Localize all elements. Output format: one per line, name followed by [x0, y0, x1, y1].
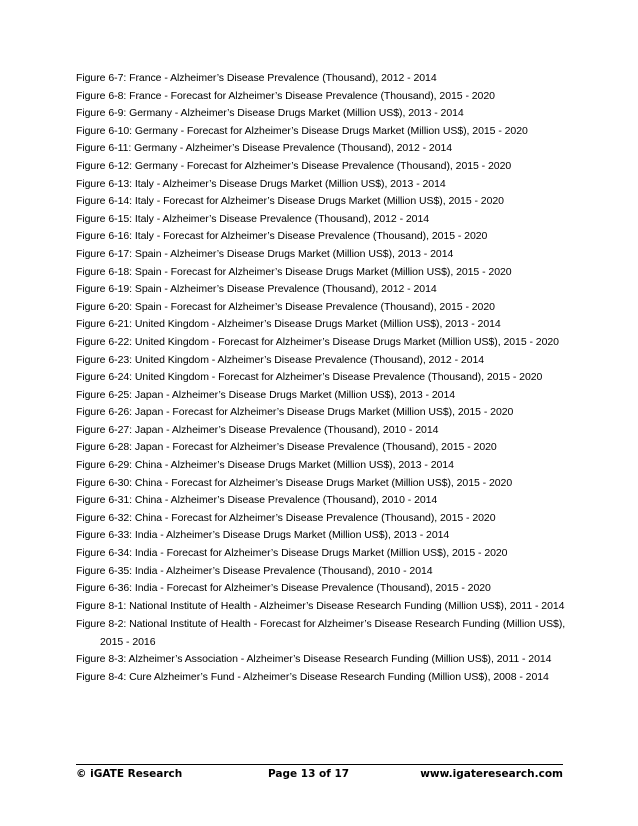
footer-website: www.igateresearch.com [420, 768, 563, 780]
list-item: Figure 6-25: Japan - Alzheimer’s Disease Drugs Market (Million US$), 2013 - 2014 [76, 388, 456, 401]
list-item: Figure 6-10: Germany - Forecast for Alzheimer’s Disease Drugs Market (Million US$), 2015 - 2020 [76, 124, 528, 137]
list-item: Figure 6-13: Italy - Alzheimer’s Disease Drugs Market (Million US$), 2013 - 2014 [76, 177, 446, 190]
footer-copyright: © iGATE Research [76, 768, 183, 780]
list-item: Figure 6-15: Italy - Alzheimer’s Disease Prevalence (Thousand), 2012 - 2014 [76, 212, 430, 225]
list-item: Figure 6-9: Germany - Alzheimer’s Disease Drugs Market (Million US$), 2013 - 2014 [76, 107, 464, 120]
list-item: Figure 6-35: India - Alzheimer’s Disease Prevalence (Thousand), 2010 - 2014 [76, 564, 433, 577]
page-footer [76, 768, 563, 784]
list-item: Figure 6-24: United Kingdom - Forecast for Alzheimer’s Disease Prevalence (Thousand), 2015 - 2020 [76, 371, 543, 384]
list-item: Figure 6-29: China - Alzheimer’s Disease Drugs Market (Million US$), 2013 - 2014 [76, 459, 454, 472]
list-item: Figure 6-26: Japan - Forecast for Alzheimer’s Disease Drugs Market (Million US$), 2015 - 2020 [76, 406, 514, 419]
list-item: Figure 6-23: United Kingdom - Alzheimer’s Disease Prevalence (Thousand), 2012 - 2014 [76, 353, 485, 366]
footer-divider [76, 764, 563, 765]
list-item: Figure 6-18: Spain - Forecast for Alzheimer’s Disease Drugs Market (Million US$), 2015 - 2020 [76, 265, 512, 278]
list-item: Figure 6-12: Germany - Forecast for Alzheimer’s Disease Prevalence (Thousand), 2015 - 2020 [76, 159, 512, 172]
footer-page-number: Page 13 of 17 [268, 768, 350, 780]
list-item: Figure 8-3: Alzheimer’s Association - Alzheimer’s Disease Research Funding (Million US$), 2011 - 2014 [76, 653, 552, 666]
list-item: Figure 6-14: Italy - Forecast for Alzheimer’s Disease Drugs Market (Million US$), 2015 - 2020 [76, 195, 504, 208]
list-item: Figure 6-27: Japan - Alzheimer’s Disease Prevalence (Thousand), 2010 - 2014 [76, 423, 439, 436]
list-item: Figure 6-36: India - Forecast for Alzheimer’s Disease Prevalence (Thousand), 2015 - 2020 [76, 582, 491, 595]
list-item: Figure 8-4: Cure Alzheimer’s Fund - Alzheimer’s Disease Research Funding (Million US$), 2008 - 2014 [76, 671, 549, 683]
list-item: Figure 6-31: China - Alzheimer’s Disease Prevalence (Thousand), 2010 - 2014 [76, 494, 438, 507]
list-item: Figure 6-33: India - Alzheimer’s Disease Drugs Market (Million US$), 2013 - 2014 [76, 529, 450, 542]
list-item: Figure 6-32: China - Forecast for Alzheimer’s Disease Prevalence (Thousand), 2015 - 2020 [76, 511, 496, 524]
list-of-figures [76, 70, 576, 687]
list-item: Figure 6-30: China - Forecast for Alzheimer’s Disease Drugs Market (Million US$), 2015 - 2020 [76, 476, 513, 489]
list-item: Figure 6-21: United Kingdom - Alzheimer’s Disease Drugs Market (Million US$), 2013 - 2014 [76, 318, 501, 331]
list-item: Figure 6-16: Italy - Forecast for Alzheimer’s Disease Prevalence (Thousand), 2015 - 2020 [76, 230, 488, 243]
list-item: Figure 8-1: National Institute of Health - Alzheimer’s Disease Research Funding (Million US$), 2011 - 2014 [76, 599, 565, 612]
list-item: Figure 6-17: Spain - Alzheimer’s Disease Drugs Market (Million US$), 2013 - 2014 [76, 247, 454, 260]
list-item: Figure 8-2: National Institute of Health - Forecast for Alzheimer’s Disease Research Funding (Million US$), 2015 - 2016 [76, 618, 566, 649]
list-item: Figure 6-34: India - Forecast for Alzheimer’s Disease Drugs Market (Million US$), 2015 - 2020 [76, 547, 508, 560]
list-item: Figure 6-28: Japan - Forecast for Alzheimer’s Disease Prevalence (Thousand), 2015 - 2020 [76, 441, 497, 454]
list-item: Figure 6-22: United Kingdom - Forecast for Alzheimer’s Disease Drugs Market (Million US$), 2015 - 2020 [76, 335, 559, 348]
list-item: Figure 6-8: France - Forecast for Alzheimer’s Disease Prevalence (Thousand), 2015 - 2020 [76, 89, 495, 102]
list-item: Figure 6-7: France - Alzheimer’s Disease Prevalence (Thousand), 2012 - 2014 [76, 72, 437, 84]
list-item: Figure 6-19: Spain - Alzheimer’s Disease Prevalence (Thousand), 2012 - 2014 [76, 283, 437, 296]
list-item: Figure 6-20: Spain - Forecast for Alzheimer’s Disease Prevalence (Thousand), 2015 - 2020 [76, 300, 495, 313]
list-item: Figure 6-11: Germany - Alzheimer’s Disease Prevalence (Thousand), 2012 - 2014 [76, 142, 453, 155]
